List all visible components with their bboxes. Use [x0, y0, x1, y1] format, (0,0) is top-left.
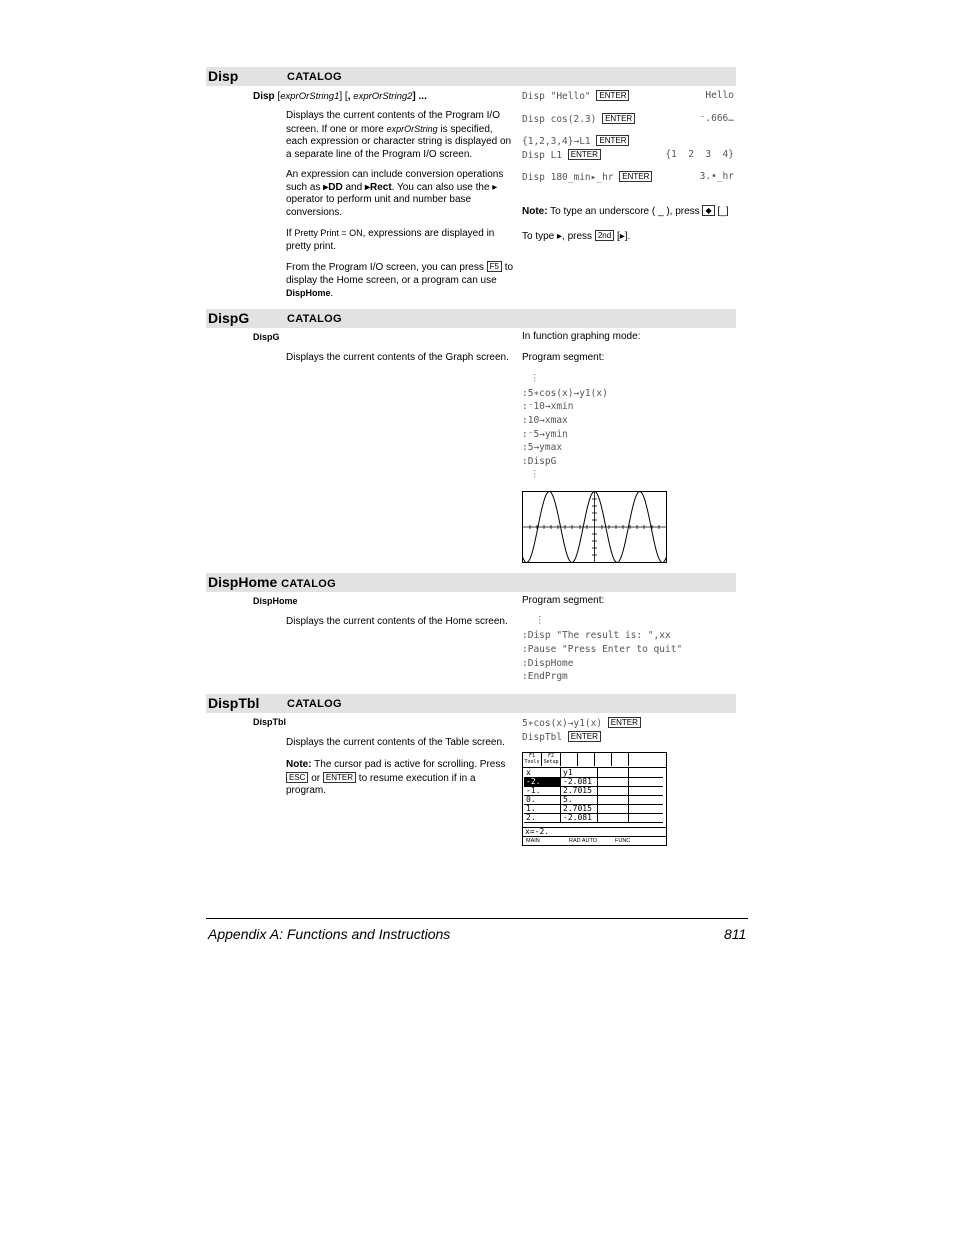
dispg-code-line: :⁻10→xmin	[522, 401, 574, 412]
disp-description-3: If Pretty Print = ON, expressions are displayed in pretty print.	[286, 228, 495, 252]
page-number: 811	[724, 926, 747, 942]
table-entry-line: x=-2.	[525, 827, 550, 836]
enter-key: ENTER	[568, 149, 601, 160]
disphome-segment-label: Program segment:	[522, 595, 605, 606]
disptbl-code-line-2: DispTbl ENTER	[522, 731, 601, 744]
dispg-header-bar	[206, 309, 736, 328]
dispg-syntax: DispG	[253, 332, 280, 342]
disp-title: Disp	[208, 68, 239, 84]
disphome-description: Displays the current contents of the Home screen.	[286, 616, 508, 627]
dispg-code-line: :10→xmax	[522, 415, 568, 426]
disp-example-4-result: {1 2 3 4}	[665, 149, 734, 160]
status-bar	[523, 837, 666, 845]
dispg-title: DispG	[208, 310, 250, 326]
disp-example-1-input: Disp "Hello" ENTER	[522, 90, 629, 103]
dispg-code-line: :5→ymax	[522, 442, 563, 453]
toolbar-tab-setup: F2 Setup	[542, 753, 561, 766]
table-screen-image	[522, 752, 667, 846]
footer-title: Appendix A: Functions and Instructions	[208, 926, 451, 942]
disp-example-2-input: Disp cos(2.3) ENTER	[522, 113, 635, 126]
disp-example-1-result: Hello	[705, 90, 734, 101]
dispg-description: Displays the current contents of the Graph screen.	[286, 352, 509, 363]
table-grid	[524, 768, 663, 831]
table-cell: 0.	[526, 795, 536, 804]
graph-screen-image	[522, 491, 667, 563]
table-toolbar	[523, 753, 666, 768]
enter-key: ENTER	[619, 171, 652, 182]
disphome-code-line: :EndPrgm	[522, 671, 568, 682]
disp-example-3-input: {1,2,3,4}→L1 ENTER	[522, 135, 629, 148]
toolbar-tab	[561, 753, 578, 766]
disptbl-header-bar	[206, 694, 736, 713]
disphome-code-line: :DispHome	[522, 658, 574, 669]
table-cell: 2.	[526, 813, 536, 822]
disp-note-convert: To type ▸, press 2nd [▸].	[522, 231, 631, 242]
enter-key: ENTER	[596, 90, 629, 101]
dispg-code-line: :⁻5→ymin	[522, 429, 568, 440]
table-cell: -1.	[526, 786, 541, 795]
toolbar-tab-tools: F1 Tools	[523, 753, 542, 766]
disphome-syntax: DispHome	[253, 596, 298, 606]
dispg-code-line: :DispG	[522, 456, 557, 467]
disp-example-4-input: Disp L1 ENTER	[522, 149, 601, 162]
enter-key: ENTER	[323, 772, 356, 783]
disptbl-catalog-label: CATALOG	[287, 698, 342, 710]
dispg-segment-label: Program segment:	[522, 352, 605, 363]
status-func: FUNC	[615, 838, 631, 844]
disptbl-title: DispTbl	[208, 695, 260, 711]
enter-key: ENTER	[568, 731, 601, 742]
disptbl-description: Displays the current contents of the Table screen.	[286, 737, 505, 748]
enter-key: ENTER	[602, 113, 635, 124]
disptbl-note: Note: The cursor pad is active for scrolling. Press ESC or ENTER to resume execution if in a program.	[286, 759, 506, 796]
toolbar-tab	[595, 753, 612, 766]
table-cell: 1.	[526, 804, 536, 813]
disp-header-bar	[206, 67, 736, 86]
status-main: MAIN	[526, 838, 540, 844]
table-header-x: x	[526, 768, 531, 777]
f5-key: F5	[487, 261, 502, 272]
dispg-code-line: ⋮	[530, 373, 540, 384]
disp-example-5-input: Disp 180_min▸_hr ENTER	[522, 171, 652, 184]
toolbar-tab	[578, 753, 595, 766]
dispg-mode-label: In function graphing mode:	[522, 331, 641, 342]
table-cell: 2.7015	[563, 786, 592, 795]
disp-description-1: Displays the current contents of the Program I/O screen. If one or more exprOrString is specified, each expression or character string is displayed on a separate line of the Program I/O screen.	[286, 110, 512, 160]
table-cell: -2.081	[563, 813, 592, 822]
2nd-key: 2nd	[595, 230, 614, 241]
disptbl-code-line-1: 5∗cos(x)→y1(x) ENTER	[522, 717, 641, 730]
diamond-key: ◆	[702, 205, 714, 216]
dispg-code-line: :5∗cos(x)→y1(x)	[522, 388, 608, 399]
table-cell: 5.	[563, 795, 573, 804]
disphome-code-line: :Disp "The result is: ",xx	[522, 630, 671, 641]
syntax-command: Disp	[253, 91, 275, 102]
disphome-title: DispHome CATALOG	[208, 574, 336, 590]
status-mode: RAD AUTO	[569, 838, 598, 844]
table-cell: -2.081	[563, 777, 592, 786]
disp-description-2: An expression can include conversion operations such as ▸DD and ▸Rect. You can also use the ▸ operator to perform unit and number base conversions.	[286, 169, 504, 218]
dispg-code-line: ⋮	[530, 469, 540, 480]
disp-example-2-result: ⁻.666…	[699, 113, 734, 124]
dispg-catalog-label: CATALOG	[287, 313, 342, 325]
table-cell-selected: -2.	[524, 778, 560, 786]
disp-catalog-label: CATALOG	[287, 71, 342, 83]
enter-key: ENTER	[608, 717, 641, 728]
table-cell: 2.7015	[563, 804, 592, 813]
disphome-code-line: ⋮	[535, 615, 545, 626]
disp-description-4: From the Program I/O screen, you can press F5 to display the Home screen, or a program can use DispHome.	[286, 262, 514, 299]
footer-rule	[206, 918, 748, 919]
enter-key: ENTER	[596, 135, 629, 146]
disp-note-underscore: Note: To type an underscore ( _ ), press ◆ [_]	[522, 206, 729, 217]
toolbar-tab	[612, 753, 629, 766]
table-header-y1: y1	[563, 768, 573, 777]
esc-key: ESC	[286, 772, 308, 783]
disphome-code-line: :Pause "Press Enter to quit"	[522, 644, 683, 655]
disp-syntax: Disp [exprOrString1] [, exprOrString2] ...	[253, 91, 427, 102]
disptbl-syntax: DispTbl	[253, 717, 286, 727]
disp-example-5-result: 3.•_hr	[699, 171, 734, 182]
